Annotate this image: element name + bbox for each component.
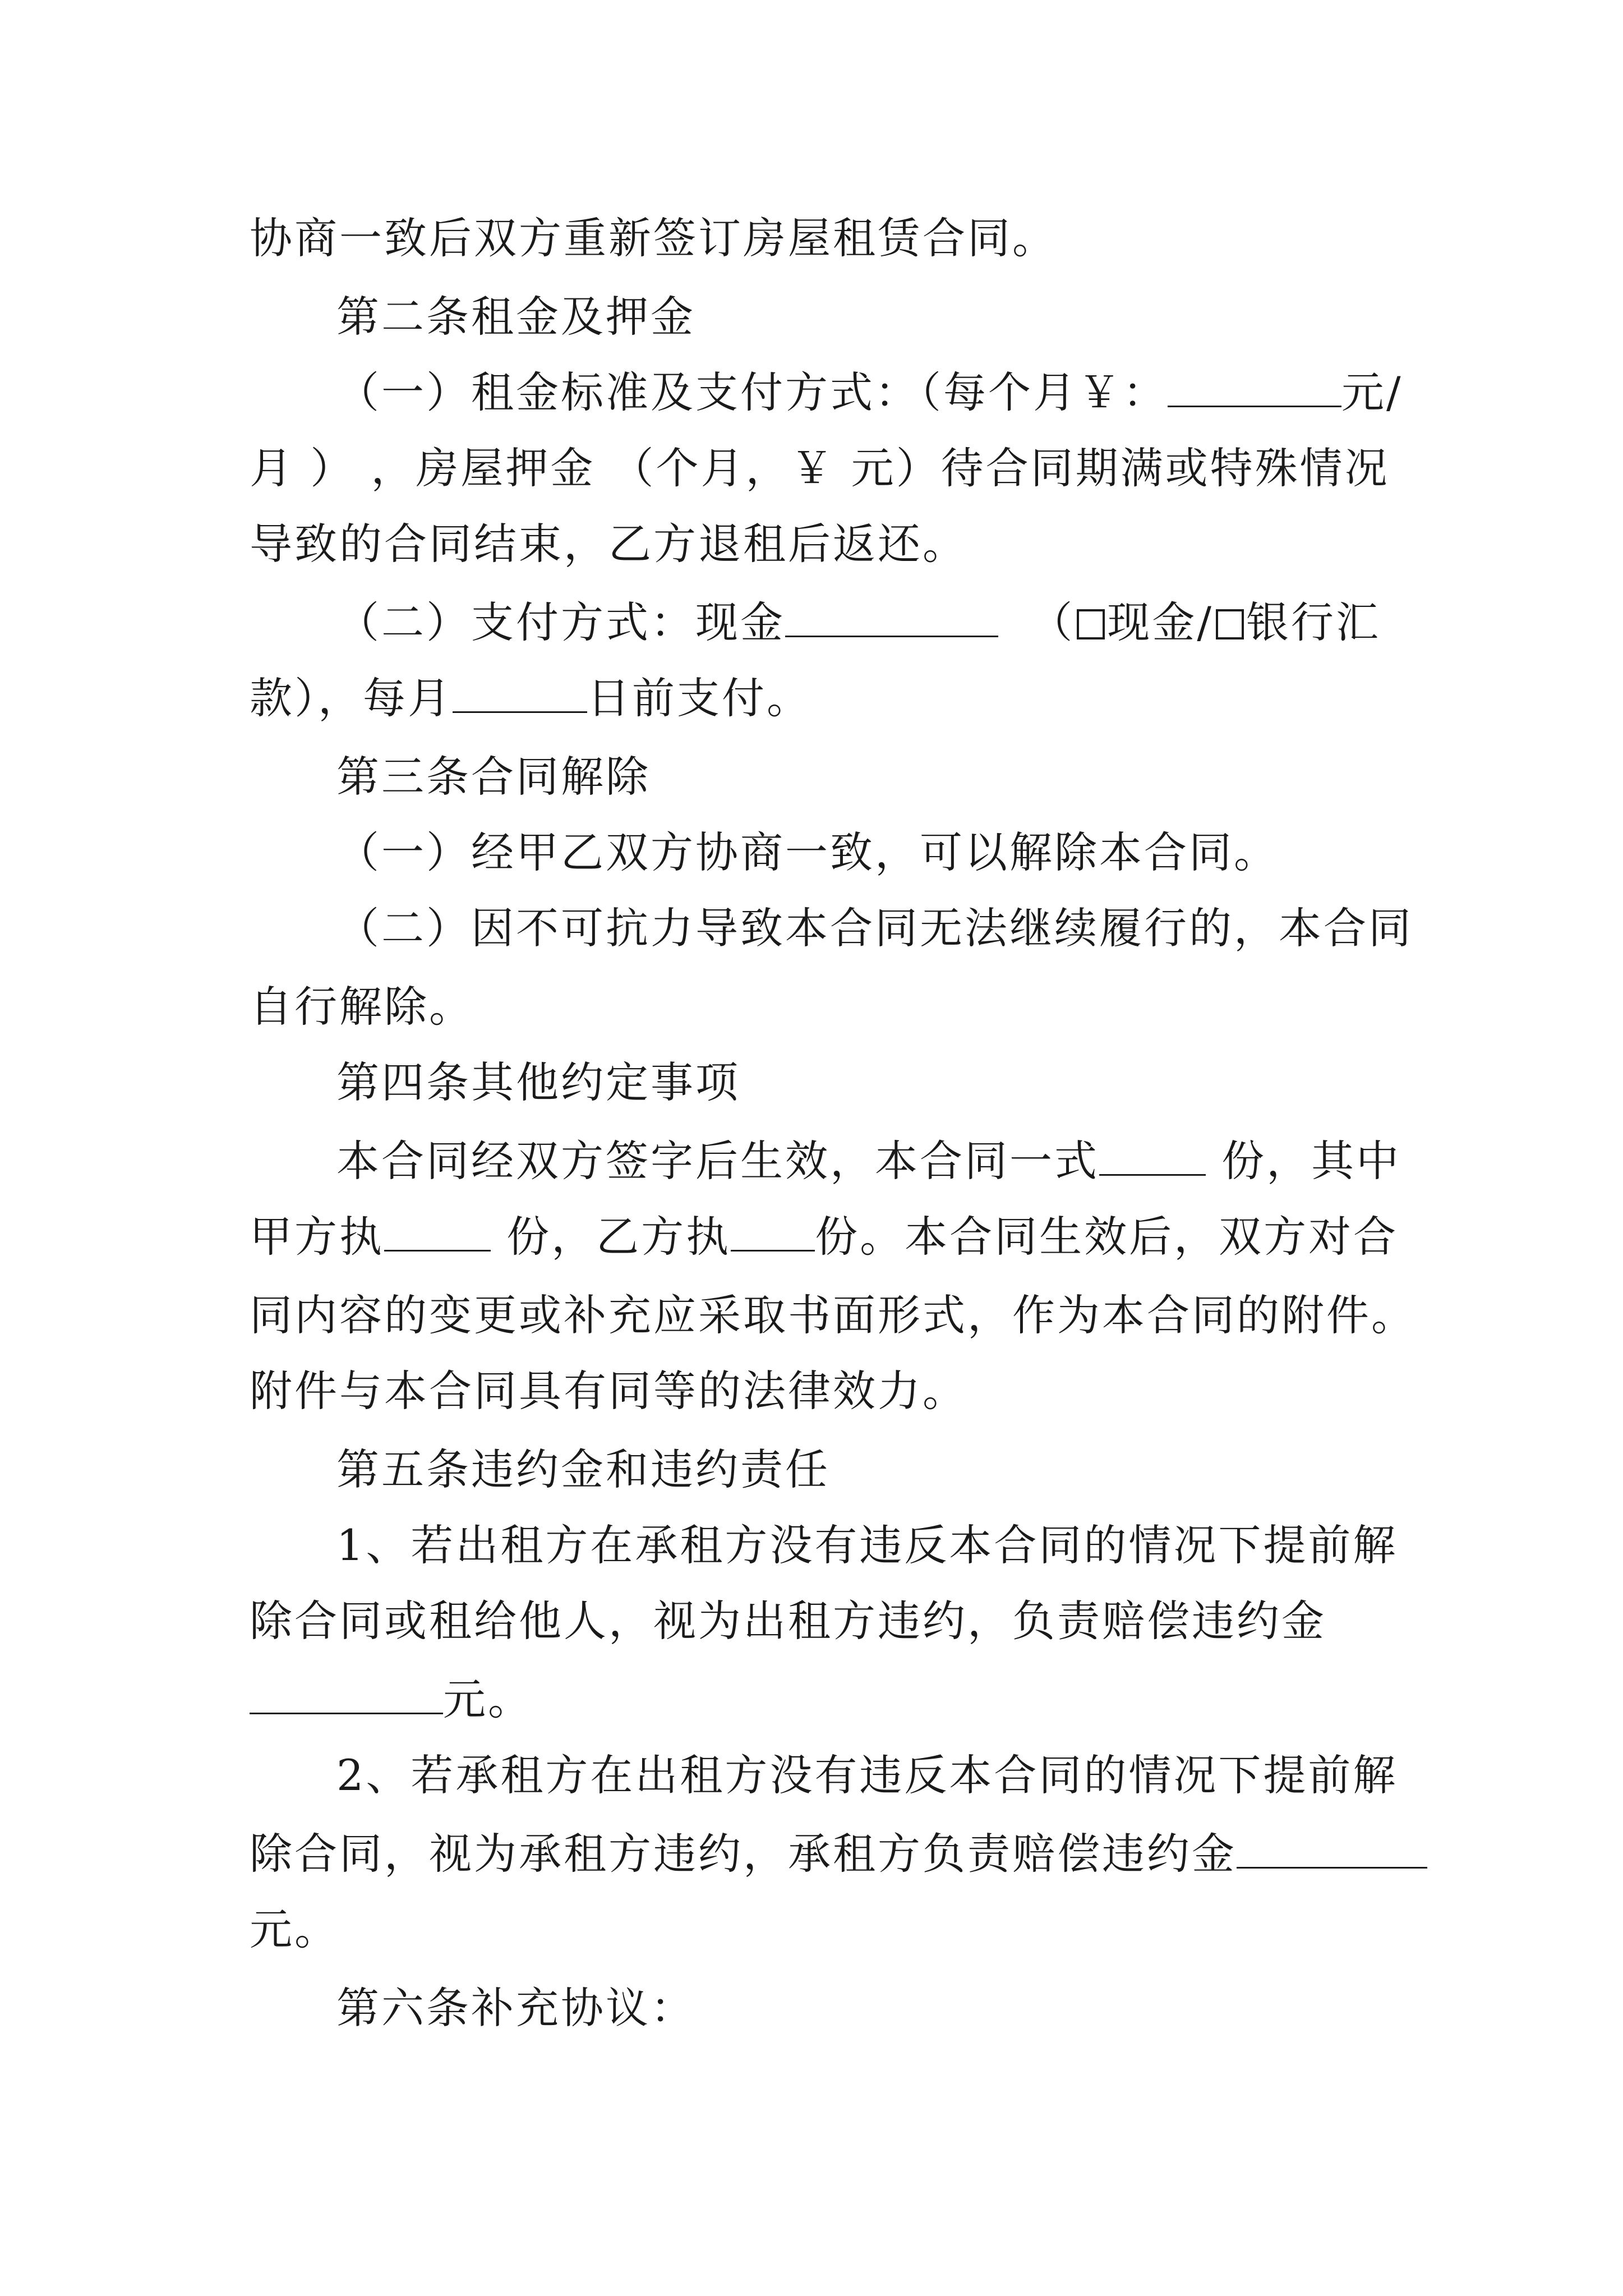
- text-line: [336, 365, 1403, 421]
- paragraph-text: （二）支付方式：现金: [336, 597, 785, 647]
- heading-text: 第二条租金及押金: [336, 292, 695, 342]
- section-heading-2: [336, 289, 1388, 345]
- paragraph-text: 附件与本合同具有同等的法律效力。: [250, 1366, 967, 1416]
- paragraph-text: 本合同经双方签字后生效，本合同一式: [336, 1136, 1099, 1186]
- text-line: [250, 1593, 1388, 1649]
- paragraph-text: 现金/: [1107, 597, 1214, 647]
- text-line: [250, 979, 1388, 1035]
- heading-text: 第六条补充协议：: [336, 1983, 695, 2033]
- paragraph-text: 款），每月: [250, 673, 453, 723]
- paragraph-text: （: [1030, 597, 1075, 647]
- heading-text: 第五条违约金和违约责任: [336, 1444, 830, 1494]
- fill-blank: [1168, 369, 1341, 407]
- text-line: [250, 440, 1388, 496]
- section-heading-4: [336, 1055, 1388, 1111]
- paragraph-text: 元。: [250, 1904, 339, 1954]
- text-line: [336, 595, 1388, 651]
- paragraph-text: 元/: [1341, 367, 1403, 417]
- text-line: [250, 670, 1388, 726]
- heading-text: 第四条其他约定事项: [336, 1057, 740, 1107]
- paragraph-text: （二）因不可抗力导致本合同无法继续履行的，本合同: [336, 903, 1413, 953]
- text-line: [336, 1747, 1398, 1803]
- paragraph-text: 甲方执: [250, 1212, 384, 1262]
- paragraph-text: 份，其中: [1206, 1136, 1401, 1186]
- fill-blank: [731, 1213, 815, 1251]
- text-line: [336, 1133, 1401, 1189]
- paragraph-text: 份，乙方执: [491, 1212, 731, 1262]
- checkbox-icon: [1216, 609, 1244, 639]
- fill-blank: [1099, 1137, 1206, 1176]
- text-line: [250, 1363, 1388, 1419]
- text-line: [336, 825, 1388, 881]
- paragraph-text: 月 ） ，房屋押金 （个月，￥ 元）待合同期满或特殊情况: [250, 443, 1390, 493]
- text-line: [250, 1902, 1388, 1958]
- section-heading-6: [336, 1980, 1388, 2036]
- paragraph-text: 元。: [443, 1674, 533, 1724]
- heading-text: 第三条合同解除: [336, 752, 651, 802]
- text-line: [250, 516, 1388, 572]
- paragraph-text: 导致的合同结束，乙方退租后返还。: [250, 519, 967, 569]
- section-heading-5: [336, 1442, 1388, 1498]
- paragraph-text: 协商一致后双方重新签订房屋租赁合同。: [250, 213, 1057, 263]
- paragraph-text: （一）经甲乙双方协商一致，可以解除本合同。: [336, 827, 1279, 877]
- paragraph-text: 除合同或租给他人，视为出租方违约，负责赔偿违约金: [250, 1596, 1326, 1646]
- paragraph-text: 银行汇: [1246, 597, 1381, 647]
- fill-blank: [384, 1213, 491, 1251]
- paragraph-text: 1、若出租方在承租方没有违反本合同的情况下提前解: [336, 1520, 1398, 1570]
- text-line: [250, 1287, 1416, 1343]
- fill-blank: [453, 674, 587, 713]
- text-line: [336, 900, 1413, 956]
- text-line: [250, 210, 1388, 266]
- checkbox-icon: [1077, 609, 1105, 639]
- paragraph-text: （一）租金标准及支付方式：（每个月￥：: [336, 367, 1168, 417]
- text-line: [336, 1517, 1398, 1573]
- paragraph-text: 2、若承租方在出租方没有违反本合同的情况下提前解: [336, 1750, 1398, 1800]
- fill-blank: [250, 1676, 443, 1714]
- text-line: [250, 1672, 1388, 1728]
- fill-blank: [1237, 1830, 1427, 1869]
- paragraph-text: 日前支付。: [587, 673, 811, 723]
- paragraph-text: 自行解除。: [250, 982, 474, 1032]
- paragraph-text: 份。本合同生效后，双方对合: [815, 1212, 1399, 1262]
- fill-blank: [785, 599, 998, 637]
- paragraph-text: 同内容的变更或补充应采取书面形式，作为本合同的附件。: [250, 1290, 1416, 1340]
- section-heading-3: [336, 749, 1388, 805]
- paragraph-text: 除合同，视为承租方违约，承租方负责赔偿违约金: [250, 1829, 1237, 1879]
- text-line: [250, 1209, 1399, 1265]
- text-line: [250, 1826, 1388, 1882]
